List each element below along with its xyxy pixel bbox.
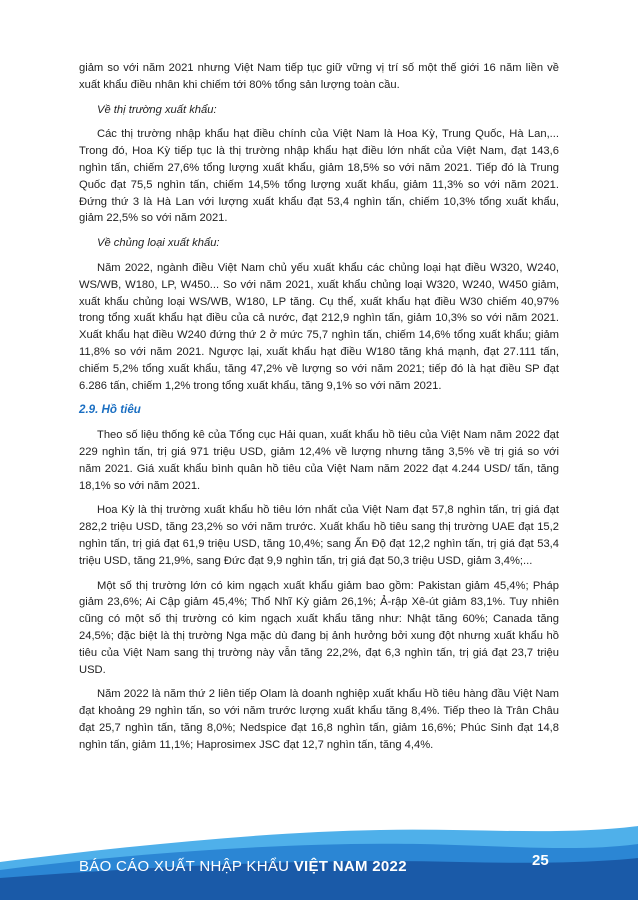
paragraph-pepper-declines: Một số thị trường lớn có kim ngạch xuất khẩu giảm bao gồm: Pakistan giảm 45,4%; Pháp giảm 23,6%; Ai Cập giảm 45,4%; Thổ Nhĩ Kỳ giảm 26,1%; Ả-rập Xê-út giảm 83,1%. Tuy nhiên cũng có một số thị trường có kim ngạch xuất khẩu tăng như: Nhật tăng 60%; Canada tăng 24,5%; đặc biệt là thị trường Nga mặc dù đang bị ảnh hưởng bởi xung đột nhưng xuất khẩu hồ tiêu của Việt Nam sang thị trường này vẫn tăng 22,2%, đạt 6,3 nghìn tấn, trị giá đạt 23,7 triệu USD. [79, 579, 559, 676]
page-footer [0, 822, 638, 900]
paragraph-export-types: Năm 2022, ngành điều Việt Nam chủ yếu xuất khẩu các chủng loại hạt điều W320, W240, WS/WB, W180, LP, W450... So với năm 2021, xuất khẩu chủng loại W320, W240, W450 giảm, xuất khẩu chủng loại WS/WB, W180, LP tăng. Cụ thể, xuất khẩu hạt điều W30 chiếm 40,97% trong tổng xuất khẩu hạt điều của cả nước, đạt 212,9 nghìn tấn, giảm 10,3% so với năm 2021. Xuất khẩu hạt điều W240 đứng thứ 2 ở mức 75,7 nghìn tấn, chiếm 14,6% tổng xuất khẩu; giảm 11,8% so với năm 2021. Ngược lại, xuất khẩu hạt điều W180 tăng khá mạnh, đạt 27.111 tấn, chiếm 5,2% tổng xuất khẩu, tăng 47,2% về lượng so với năm 2021; tiếp đó là hạt điều SP đạt 6.286 tấn, chiếm 1,2% trong tổng xuất khẩu, tăng 9,1% so với năm 2021. [79, 261, 559, 392]
page-number: 25 [532, 852, 549, 869]
paragraph-pepper-markets: Hoa Kỳ là thị trường xuất khẩu hồ tiêu lớn nhất của Việt Nam đạt 57,8 nghìn tấn, trị giá đạt 282,2 triệu USD, tăng 23,2% so với năm trước. Xuất khẩu hồ tiêu sang thị trường UAE đạt 15,2 nghìn tấn, trị giá đạt 61,9 triệu USD, tăng 10,4%; sang Ấn Độ đạt 12,2 nghìn tấn, trị giá đạt 53,4 triệu USD, tăng 21,9%, sang Đức đạt 9,9 nghìn tấn, trị giá đạt 50,3 triệu USD, giảm 3,4%;... [79, 504, 559, 567]
paragraph-continued: giảm so với năm 2021 nhưng Việt Nam tiếp tục giữ vững vị trí số một thế giới 16 năm liền về xuất khẩu điều nhân khi chiếm tới 80% tổng sản lượng toàn cầu. [79, 62, 559, 91]
report-title [79, 858, 407, 875]
page-body [79, 60, 559, 761]
section-heading-pepper: 2.9. Hồ tiêu [79, 403, 141, 417]
subheading-export-markets: Về thị trường xuất khẩu: [97, 103, 217, 116]
subheading-export-types: Về chủng loại xuất khẩu: [97, 237, 220, 250]
paragraph-pepper-companies: Năm 2022 là năm thứ 2 liên tiếp Olam là doanh nghiệp xuất khẩu Hồ tiêu hàng đầu Việt Nam đạt khoảng 29 nghìn tấn, so với năm trước lượng xuất khẩu tăng 8,4%. Tiếp theo là Trân Châu đạt 25,7 nghìn tấn, tăng 8,0%; Nedspice đạt 16,8 nghìn tấn, giảm 16,6%; Phúc Sinh đạt 14,8 nghìn tấn, giảm 11,1%; Haprosimex JSC đạt 12,7 nghìn tấn, tăng 4,4%. [79, 688, 559, 751]
paragraph-pepper-overview: Theo số liệu thống kê của Tổng cục Hải quan, xuất khẩu hồ tiêu của Việt Nam năm 2022 đạt 229 nghìn tấn, trị giá 971 triệu USD, giảm 12,4% về lượng nhưng tăng 3,5% về trị giá so với năm 2021. Giá xuất khẩu bình quân hồ tiêu của Việt Nam năm 2022 đạt 4.244 USD/ tấn, tăng 18,1% so với năm 2021. [79, 429, 559, 492]
report-title-regular: BÁO CÁO XUẤT NHẬP KHẨU [79, 858, 294, 875]
report-title-bold: VIỆT NAM 2022 [293, 858, 407, 875]
paragraph-export-markets: Các thị trường nhập khẩu hạt điều chính của Việt Nam là Hoa Kỳ, Trung Quốc, Hà Lan,... Trong đó, Hoa Kỳ tiếp tục là thị trường nhập khẩu hạt điều lớn nhất của Việt Nam, đạt 143,6 nghìn tấn, chiếm 27,6% tổng lượng xuất khẩu, giảm 18,5% so với năm 2021. Tiếp đó là Trung Quốc đạt 75,5 nghìn tấn, chiếm 14,5% tổng lượng xuất khẩu, giảm 11,3% so với năm 2021. Đứng thứ 3 là Hà Lan với lượng xuất khẩu đạt 53,4 nghìn tấn, chiếm 10,3% tổng xuất khẩu, giảm 22,5% so với năm 2021. [79, 128, 559, 225]
